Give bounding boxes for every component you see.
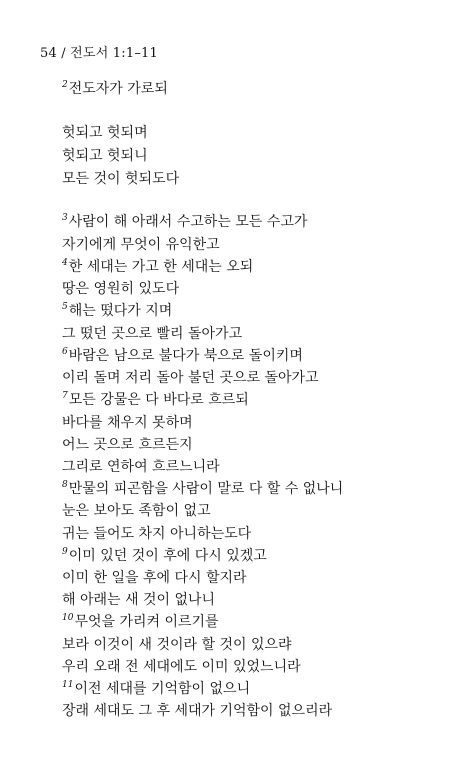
verse-line [62,613,219,631]
verse-line [62,170,179,188]
verse-text: 헛되고 헛되며 [62,125,148,141]
verse-text: 이미 있던 것이 후에 다시 있겠고 [68,548,267,564]
verse-line [62,658,301,676]
verse-line [62,347,303,365]
verse-number: 11 [62,680,74,691]
verse-text: 우리 오래 전 세대에도 이미 있었느니라 [62,659,301,675]
verse-line [62,702,332,720]
verse-line [62,547,267,565]
verse-line [62,636,292,654]
verse-line [62,414,193,432]
verse-line [62,147,148,165]
verse-line [62,591,215,609]
verse-text: 모든 것이 헛되도다 [62,171,180,187]
verse-line [62,480,343,498]
verse-line [62,124,148,142]
verse-line [62,236,220,254]
verse-text: 사람이 해 아래서 수고하는 모든 수고가 [68,214,308,230]
verse-number: 3 [62,213,68,224]
verse-text: 땅은 영원히 있도다 [62,281,180,297]
verse-number: 9 [62,547,68,558]
verse-line [62,280,179,298]
verse-text: 무엇을 가리켜 이르기를 [74,614,219,630]
verse-line [62,680,250,698]
verse-text: 모든 강물은 다 바다로 흐르되 [68,392,249,408]
verse-line [62,391,249,409]
verse-text: 이전 세대를 기억함이 없으니 [74,681,251,697]
verse-number: 2 [62,80,68,91]
verse-text: 보라 이것이 새 것이라 할 것이 있으랴 [62,637,292,653]
verse-line [62,569,247,587]
verse-text: 해는 떴다가 지며 [68,303,173,319]
running-head: 54 / 전도서 1:1–11 [40,46,158,61]
verse-line [62,436,193,454]
verse-line [62,302,172,320]
verse-text: 바다를 채우지 못하며 [62,415,193,431]
verse-text: 만물의 피곤함을 사람이 말로 다 할 수 없나니 [68,481,344,497]
verse-number: 6 [62,347,68,358]
verse-text: 귀는 들어도 차지 아니하는도다 [62,526,252,542]
verse-number: 7 [62,391,68,402]
verse-number: 5 [62,302,68,313]
verse-text: 어느 곳으로 흐르든지 [62,437,193,453]
verse-line [62,80,168,98]
verse-number: 4 [62,258,68,269]
verse-line [62,458,220,476]
verse-number: 10 [62,613,74,624]
verse-line [62,369,319,387]
verse-text: 헛되고 헛되니 [62,148,148,164]
verse-text: 그리로 연하여 흐르느니라 [62,459,220,475]
verse-text: 그 떴던 곳으로 빨리 돌아가고 [62,326,243,342]
verse-text: 바람은 남으로 불다가 북으로 돌이키며 [68,348,303,364]
verse-text: 한 세대는 가고 한 세대는 오되 [68,259,254,275]
verse-number: 8 [62,480,68,491]
verse-text: 장래 세대도 그 후 세대가 기억함이 없으리라 [62,703,333,719]
verse-text: 이리 돌며 저리 돌아 불던 곳으로 돌아가고 [62,370,319,386]
verse-line [62,213,307,231]
verse-text: 전도자가 가로되 [68,81,168,97]
verse-text: 해 아래는 새 것이 없나니 [62,592,216,608]
verse-text: 자기에게 무엇이 유익한고 [62,237,220,253]
verse-line [62,325,242,343]
verse-line [62,525,251,543]
verse-line [62,502,211,520]
verse-text: 눈은 보아도 족함이 없고 [62,503,211,519]
verse-line [62,258,253,276]
verse-text: 이미 한 일을 후에 다시 할지라 [62,570,247,586]
